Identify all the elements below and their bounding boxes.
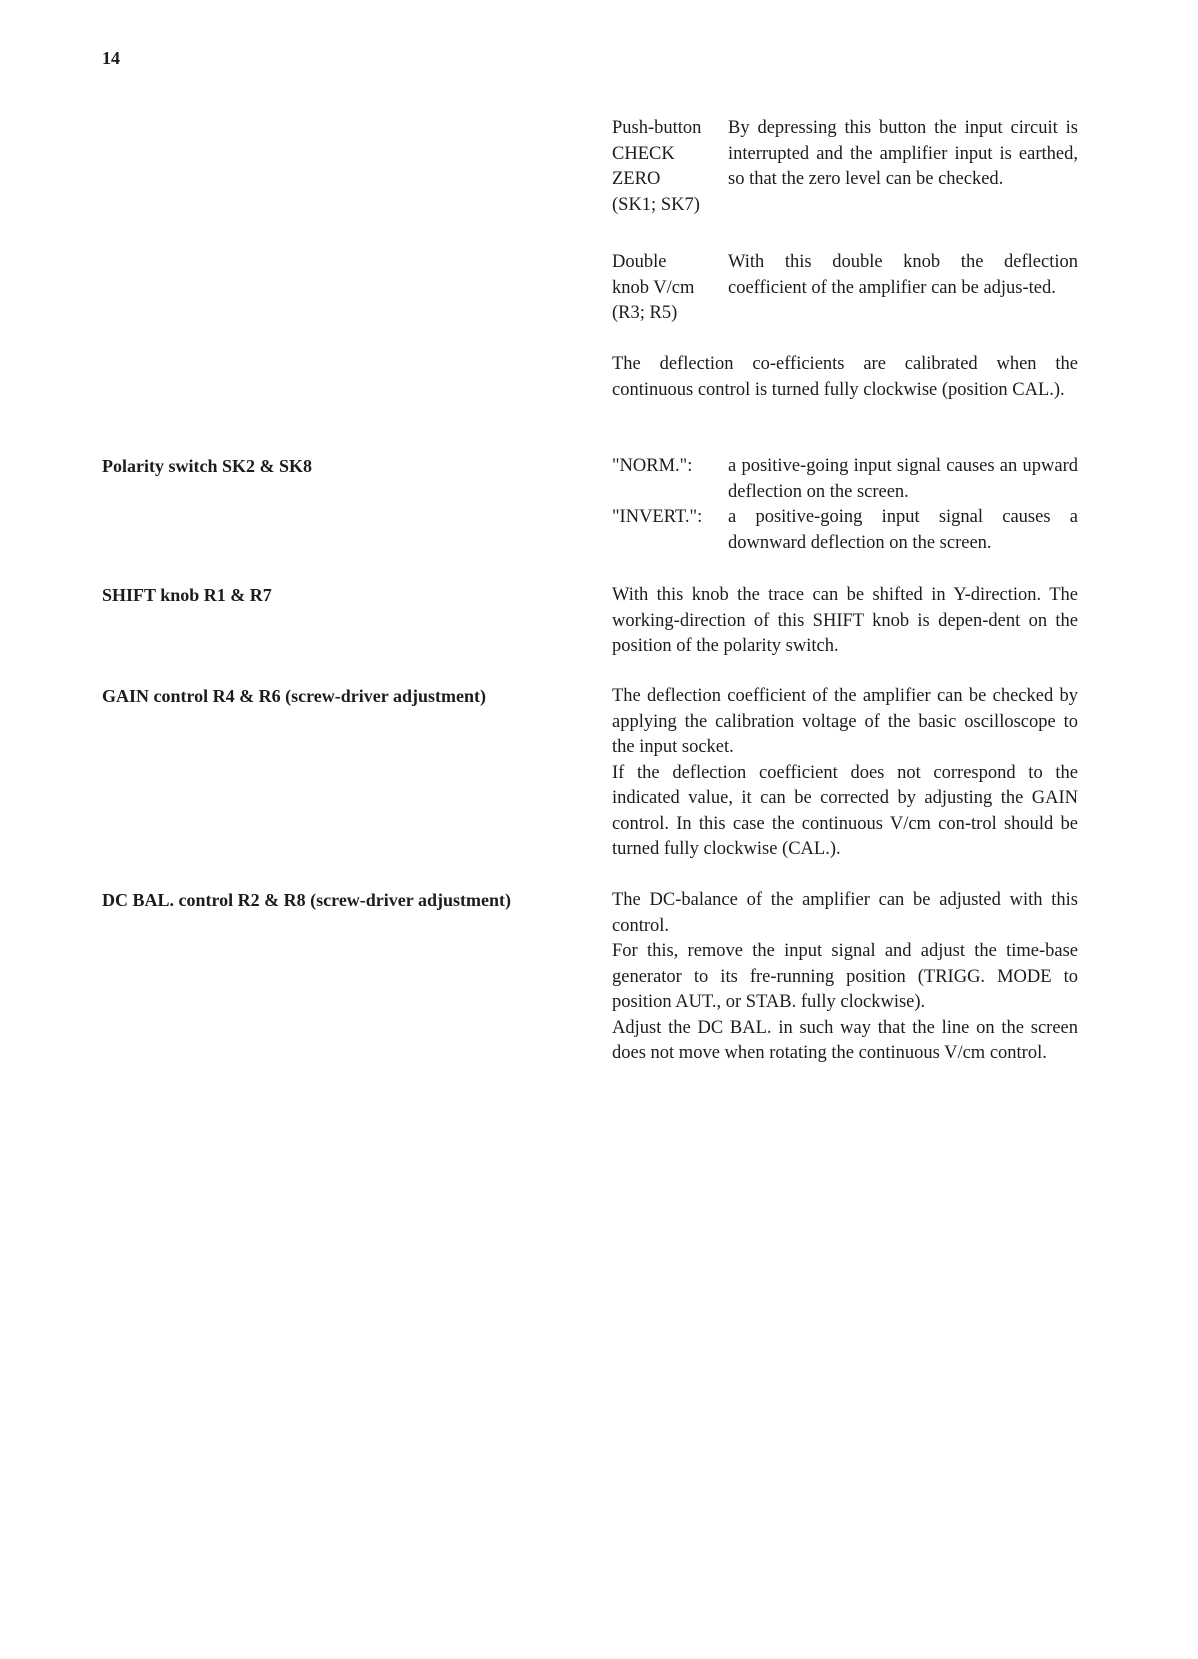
- gain-heading: GAIN control R4 & R6 (screw-driver adjustment): [102, 686, 486, 706]
- term-line: knob V/cm: [612, 277, 695, 298]
- polarity-norm-row: [612, 454, 1078, 505]
- invert-description: a positive-going input signal causes a downward deflection on the screen.: [728, 507, 1078, 553]
- shift-heading: SHIFT knob R1 & R7: [102, 585, 272, 605]
- term-line: (SK1; SK7): [612, 194, 700, 215]
- dc-bal-paragraph: For this, remove the input signal and adjust the time-base generator to its fre-running position (TRIGG. MODE to position AUT., or STAB. fully clockwise).: [612, 941, 1078, 1012]
- dc-bal-heading: DC BAL. control R2 & R8 (screw-driver adjustment): [102, 890, 511, 910]
- double-knob-description: With this double knob the deflection coefficient of the amplifier can be adjus-ted.: [728, 252, 1078, 298]
- term-line: ZERO: [612, 169, 661, 189]
- page-number: 14: [102, 48, 120, 68]
- check-zero-term: [612, 116, 728, 218]
- term-line: Double: [612, 252, 667, 272]
- shift-text: With this knob the trace can be shifted in Y-direction. The working-direction of this SHIFT knob is depen-dent on the position of the polarity switch.: [612, 585, 1078, 656]
- polarity-invert-row: [612, 505, 1078, 556]
- gain-paragraph: The deflection coefficient of the amplifier can be checked by applying the calibration voltage of the basic oscilloscope to the input socket.: [612, 686, 1078, 757]
- gain-paragraph: If the deflection coefficient does not correspond to the indicated value, it can be corrected by adjusting the GAIN control. In this case the continuous V/cm con-trol should be turned fully clockwise (CAL.).: [612, 762, 1078, 859]
- term-line: CHECK: [612, 143, 675, 164]
- norm-description: a positive-going input signal causes an upward deflection on the screen.: [728, 456, 1078, 502]
- norm-term: "NORM.":: [612, 456, 693, 476]
- calibration-note: The deflection co-efficients are calibrated when the continuous control is turned fully clockwise (position CAL.).: [612, 354, 1078, 400]
- check-zero-block: [612, 116, 1078, 218]
- dc-bal-paragraph: Adjust the DC BAL. in such way that the line on the screen does not move when rotating the continuous V/cm control.: [612, 1017, 1078, 1063]
- dc-bal-paragraph: The DC-balance of the amplifier can be adjusted with this control.: [612, 890, 1078, 936]
- term-line: Push-button: [612, 118, 702, 138]
- polarity-heading: Polarity switch SK2 & SK8: [102, 456, 312, 476]
- gain-block: [612, 684, 1078, 863]
- double-knob-term: [612, 250, 728, 327]
- check-zero-description: By depressing this button the input circuit is interrupted and the amplifier input is earthed, so that the zero level can be checked.: [728, 118, 1078, 189]
- double-knob-block: [612, 250, 1078, 327]
- polarity-block: [612, 454, 1078, 556]
- invert-term: "INVERT.":: [612, 507, 703, 527]
- dc-bal-block: [612, 888, 1078, 1067]
- term-line: (R3; R5): [612, 303, 678, 323]
